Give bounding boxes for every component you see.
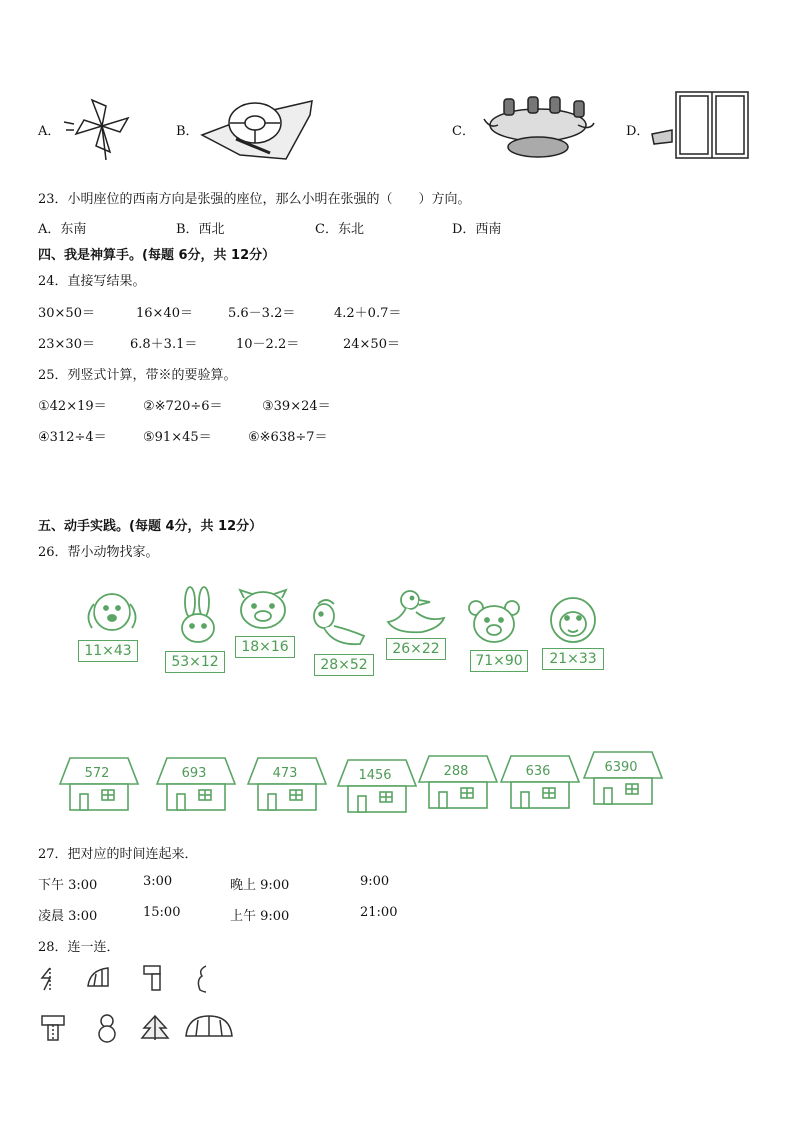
q25-item: ⑥※638÷7＝ (248, 430, 328, 445)
house-icon (155, 752, 237, 812)
house[interactable] (417, 750, 497, 810)
q26-question: 26．帮小动物找家。 (38, 545, 159, 560)
half-lightning-icon[interactable] (40, 966, 60, 992)
q24-item: 16×40＝ (136, 306, 193, 321)
q22-option-d-label: D． (626, 124, 650, 139)
steering-wheel-icon (200, 95, 315, 163)
q24-item: 5.6－3.2＝ (228, 306, 296, 321)
q27-item[interactable]: 凌晨 3:00 (38, 909, 98, 924)
house-icon (58, 752, 140, 812)
house-icon (499, 750, 581, 810)
house-icon (582, 746, 664, 806)
q24-item: 4.2＋0.7＝ (334, 306, 402, 321)
section5-title: 五、动手实践。(每题 4分，共 12分） (38, 519, 263, 534)
q22-option-b-label: B． (176, 124, 199, 139)
monkey-icon (540, 594, 606, 646)
house[interactable] (246, 752, 326, 812)
q27-item[interactable]: 15:00 (143, 905, 181, 920)
animal-plate-goat[interactable]: 28×52 (314, 654, 374, 676)
q27-item[interactable]: 下午 3:00 (38, 878, 98, 893)
q22-option-c-label: C． (452, 124, 475, 139)
q23-option-d[interactable]: D．西南 (452, 222, 502, 237)
gourd-icon[interactable] (96, 1012, 118, 1044)
house[interactable] (499, 750, 579, 810)
q24-item: 10－2.2＝ (236, 337, 300, 352)
q23-option-b[interactable]: B．西北 (176, 222, 225, 237)
house-number: 1456 (358, 768, 392, 783)
house[interactable] (336, 754, 416, 814)
house-number: 6390 (604, 760, 638, 775)
q24-item: 30×50＝ (38, 306, 95, 321)
bear-icon (466, 598, 522, 648)
house-number: 572 (84, 766, 110, 781)
half-umbrella-icon[interactable] (86, 966, 114, 990)
q28-question: 28．连一连． (38, 940, 120, 955)
animal-plate-rabbit[interactable]: 53×12 (165, 651, 225, 673)
house-number: 636 (525, 764, 551, 779)
q25-item: ③39×24＝ (262, 399, 331, 414)
tree-icon[interactable] (140, 1014, 170, 1042)
goat-icon (304, 596, 370, 652)
house-icon (246, 752, 328, 812)
house-icon (417, 750, 499, 810)
q23-option-c[interactable]: C．东北 (315, 222, 364, 237)
q25-item: ②※720÷6＝ (143, 399, 223, 414)
q27-item[interactable]: 3:00 (143, 874, 173, 889)
house[interactable] (155, 752, 235, 812)
q25-item: ①42×19＝ (38, 399, 107, 414)
duck-icon (382, 588, 448, 638)
animal-plate-pig[interactable]: 18×16 (235, 636, 295, 658)
q27-item[interactable]: 21:00 (360, 905, 398, 920)
q24-item: 6.8＋3.1＝ (130, 337, 198, 352)
umbrella-icon[interactable] (184, 1014, 234, 1040)
carousel-icon (478, 95, 600, 163)
rabbit-icon (170, 586, 226, 648)
house-icon (336, 754, 418, 814)
q27-question: 27．把对应的时间连起来． (38, 847, 198, 862)
q23-question: 23．小明座位的西南方向是张强的座位，那么小明在张强的（ ）方向。 (38, 192, 471, 207)
q24-item: 24×50＝ (343, 337, 400, 352)
house-number: 693 (181, 766, 207, 781)
house-number: 288 (443, 764, 469, 779)
q27-item[interactable]: 9:00 (360, 874, 390, 889)
animal-plate-dog[interactable]: 11×43 (78, 640, 138, 662)
q25-item: ⑤91×45＝ (143, 430, 212, 445)
section4-title: 四、我是神算手。(每题 6分，共 12分） (38, 248, 276, 263)
half-mushroom-icon[interactable] (142, 964, 164, 992)
q25-question: 25．列竖式计算，带※的要验算。 (38, 368, 237, 383)
animal-plate-duck[interactable]: 26×22 (386, 638, 446, 660)
pig-icon (236, 588, 290, 632)
house[interactable] (582, 746, 662, 806)
q25-item: ④312÷4＝ (38, 430, 107, 445)
dog-icon (82, 590, 142, 638)
q23-option-a[interactable]: A．东南 (38, 222, 87, 237)
q22-option-a-label: A． (38, 124, 61, 139)
q27-item[interactable]: 晚上 9:00 (230, 878, 290, 893)
animal-plate-bear[interactable]: 71×90 (470, 650, 528, 672)
mushroom-icon[interactable] (40, 1014, 66, 1042)
house-number: 473 (272, 766, 298, 781)
half-gourd-icon[interactable] (196, 964, 212, 994)
q27-item[interactable]: 上午 9:00 (230, 909, 290, 924)
animal-plate-monkey[interactable]: 21×33 (542, 648, 604, 670)
q24-item: 23×30＝ (38, 337, 95, 352)
q24-question: 24．直接写结果。 (38, 274, 146, 289)
pinwheel-icon (62, 92, 142, 162)
sliding-window-icon (650, 86, 752, 162)
house[interactable] (58, 752, 138, 812)
